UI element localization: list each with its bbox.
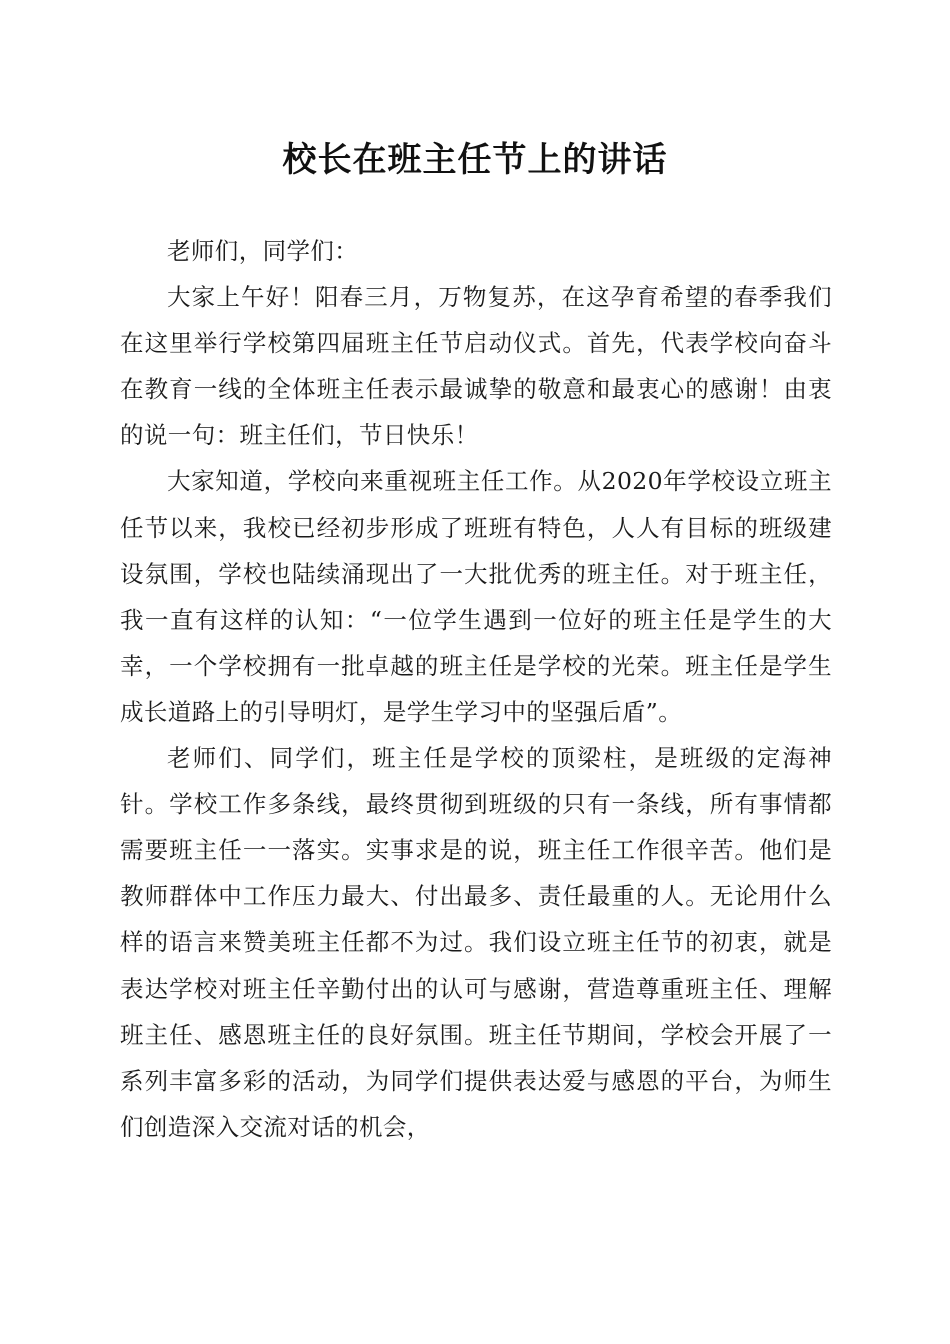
- body-paragraph-greeting: 大家上午好！阳春三月，万物复苏，在这孕育希望的春季我们在这里举行学校第四届班主任节启动仪式。首先，代表学校向奋斗在教育一线的全体班主任表示最诚挚的敬意和最衷心的感谢！由衷的说一句：班主任们，节日快乐！: [120, 283, 832, 450]
- document-body: [120, 228, 832, 1150]
- body-paragraph-history: 大家知道，学校向来重视班主任工作。从2020年学校设立班主任节以来，我校已经初步形成了班班有特色，人人有目标的班级建设氛围，学校也陆续涌现出了一大批优秀的班主任。对于班主任，我一直有这样的认知：“一位学生遇到一位好的班主任是学生的大幸，一个学校拥有一批卓越的班主任是学校的光荣。班主任是学生成长道路上的引导明灯，是学生学习中的坚强后盾”。: [120, 467, 832, 726]
- document-title: 校长在班主任节上的讲话: [282, 140, 668, 180]
- salutation-paragraph: 老师们，同学们：: [167, 237, 359, 265]
- body-paragraph-role: 老师们、同学们，班主任是学校的顶梁柱，是班级的定海神针。学校工作多条线，最终贯彻到班级的只有一条线，所有事情都需要班主任一一落实。实事求是的说，班主任工作很辛苦。他们是教师群体中工作压力最大、付出最多、责任最重的人。无论用什么样的语言来赞美班主任都不为过。我们设立班主任节的初衷，就是表达学校对班主任辛勤付出的认可与感谢，营造尊重班主任、理解班主任、感恩班主任的良好氛围。班主任节期间，学校会开展了一系列丰富多彩的活动，为同学们提供表达爱与感恩的平台，为师生们创造深入交流对话的机会，: [120, 744, 832, 1141]
